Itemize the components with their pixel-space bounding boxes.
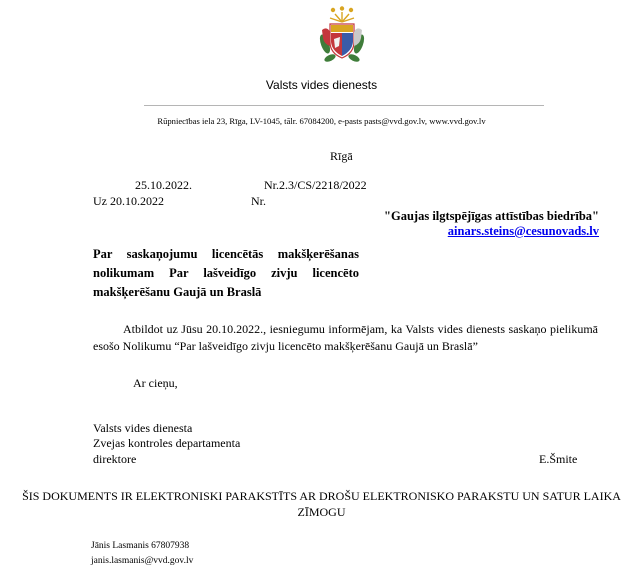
reply-to-number: Nr. [251,194,266,208]
coat-of-arms-emblem [318,6,366,66]
signer-name: E.Šmite [539,452,578,466]
signature-line-3: direktore [93,452,137,466]
sun-rays [330,12,354,22]
address-email-link[interactable]: pasts@vvd.gov.lv [364,116,425,126]
reply-to-date: Uz 20.10.2022 [93,194,164,208]
recipient-name: "Gaujas ilgtspējīgas attīstības biedrība" [384,209,599,223]
header-divider [144,105,544,106]
document-date: 25.10.2022. [135,178,192,192]
stars [331,6,353,12]
address-line [0,116,643,126]
recipient-email-link[interactable]: ainars.steins@cesunovads.lv [447,224,599,238]
letter-body: Atbildot uz Jūsu 20.10.2022., iesniegumu informējam, ka Valsts vides dienests saskaņo pielikumā esošo Nolikumu “Par lašveidīgo zivju licencēto makšķerēšanu Gaujā un Braslā” [93,322,598,353]
signature-line-2: Zvejas kontroles departamenta [93,436,241,450]
letter-subject: Par saskaņojumu licencētās makšķerēšanas nolikumam Par lašveidīgo zivju licencēto makšķerēšanu Gaujā un Braslā [93,247,359,299]
signature-line-1: Valsts vides dienesta [93,421,193,435]
contact-person: Jānis Lasmanis 67807938 [91,541,190,551]
agency-name: Valsts vides dienests [265,78,378,92]
closing-greeting: Ar cieņu, [133,376,178,390]
e-signature-notice: ŠIS DOKUMENTS IR ELEKTRONISKI PARAKSTĪTS AR DROŠU ELEKTRONISKO PARAKSTU UN SATUR LAIKA ZĪMOGU [22,489,621,519]
city: Rīgā [330,149,353,163]
address-text: Rūpniecības iela 23, Rīga, LV-1045, tālr. 67084200, e-pasts [157,116,365,126]
contact-email: janis.lasmanis@vvd.gov.lv [91,556,194,566]
address-separator: , [424,116,430,126]
registration-number: Nr.2.3/CS/2218/2022 [264,178,367,192]
address-website-link[interactable]: www.vvd.gov.lv [429,116,486,126]
